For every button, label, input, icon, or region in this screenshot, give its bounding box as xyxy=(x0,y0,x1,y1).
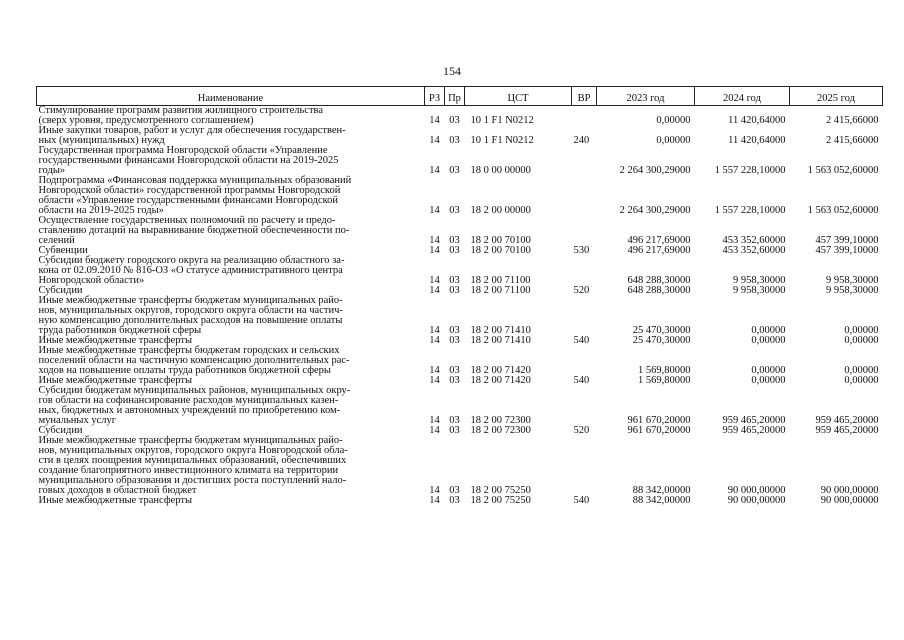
row-amount-2025: 959 465,20000 xyxy=(815,425,879,436)
header-name: Наименование xyxy=(37,87,425,106)
row-amount-2025: 2 415,66000 xyxy=(826,135,879,146)
row-amount-2025: 9 958,30000 xyxy=(826,285,879,296)
row-amount-2024: 959 465,20000 xyxy=(722,425,786,436)
row-amount-2024: 0,00000 xyxy=(751,325,786,336)
row-amount-2023: 25 470,30000 xyxy=(632,335,691,346)
row-amount-2023: 961 670,20000 xyxy=(627,425,691,436)
header-2023: 2023 год xyxy=(597,87,695,106)
row-amount-2024: 453 352,60000 xyxy=(722,245,786,256)
row-cst: 18 2 00 75250 xyxy=(470,485,531,496)
row-vr: 240 xyxy=(573,135,590,146)
row-vr xyxy=(572,386,597,426)
row-cst: 18 2 00 00000 xyxy=(470,205,531,216)
row-amount-2025: 959 465,20000 xyxy=(815,415,879,426)
row-name: Иные межбюджетные трансферты xyxy=(38,375,193,386)
row-vr xyxy=(572,256,597,286)
row-pr: 03 xyxy=(449,235,460,246)
row-amount-2023: 1 569,80000 xyxy=(638,375,691,386)
header-rz: РЗ xyxy=(425,87,445,106)
row-amount-2024: 11 420,64000 xyxy=(728,115,786,126)
row-amount-2025: 2 415,66000 xyxy=(826,115,879,126)
row-rz: 14 xyxy=(429,365,440,376)
row-cst: 18 2 00 72300 xyxy=(470,425,531,436)
row-cst: 18 2 00 71100 xyxy=(470,275,531,286)
row-amount-2023: 88 342,00000 xyxy=(632,485,691,496)
row-amount-2023: 0,00000 xyxy=(656,115,691,126)
row-name: Стимулирование программ развития жилищного строительства (сверх уровня, предусмотренного соглашением) xyxy=(38,105,324,126)
budget-table xyxy=(36,86,883,506)
row-rz: 14 xyxy=(429,245,440,256)
header-pr: Пр xyxy=(445,87,465,106)
row-cst: 18 2 00 71410 xyxy=(470,335,531,346)
row-amount-2023: 648 288,30000 xyxy=(627,285,691,296)
row-amount-2025: 457 399,10000 xyxy=(815,245,879,256)
row-pr: 03 xyxy=(449,115,460,126)
row-amount-2024: 453 352,60000 xyxy=(722,235,786,246)
row-pr: 03 xyxy=(449,425,460,436)
page-number: 154 xyxy=(443,64,461,78)
row-pr: 03 xyxy=(449,135,460,146)
row-pr: 03 xyxy=(449,285,460,296)
row-vr: 520 xyxy=(573,425,590,436)
row-amount-2024: 0,00000 xyxy=(751,335,786,346)
row-pr: 03 xyxy=(449,205,460,216)
row-vr: 540 xyxy=(573,335,590,346)
row-rz: 14 xyxy=(429,325,440,336)
row-amount-2024: 1 557 228,10000 xyxy=(714,205,786,216)
row-rz: 14 xyxy=(429,495,440,506)
row-pr: 03 xyxy=(449,415,460,426)
row-name: Субсидии xyxy=(38,425,83,436)
header-2024: 2024 год xyxy=(695,87,790,106)
row-cst: 18 2 00 72300 xyxy=(470,415,531,426)
row-amount-2025: 0,00000 xyxy=(844,365,879,376)
row-pr: 03 xyxy=(449,365,460,376)
header-vr: ВР xyxy=(572,87,597,106)
row-name: Субвенции xyxy=(38,245,88,256)
row-rz: 14 xyxy=(429,425,440,436)
row-rz: 14 xyxy=(429,285,440,296)
row-pr: 03 xyxy=(449,245,460,256)
row-vr xyxy=(572,346,597,376)
row-vr xyxy=(572,146,597,176)
table-body xyxy=(37,106,883,507)
row-amount-2025: 90 000,00000 xyxy=(820,495,879,506)
row-name: Субсидии бюджетам муниципальных районов, муниципальных окру- гов области на софинансирование расходов муниципальных казен- ных, бюджетных и автономных учреждений по приобретению ком- мунальных услуг xyxy=(38,385,351,426)
row-name: Субсидии xyxy=(38,285,83,296)
row-amount-2023: 25 470,30000 xyxy=(632,325,691,336)
row-amount-2023: 496 217,69000 xyxy=(627,245,691,256)
row-rz: 14 xyxy=(429,165,440,176)
table-row xyxy=(37,436,883,496)
row-rz: 14 xyxy=(429,415,440,426)
header-cst: ЦСТ xyxy=(465,87,572,106)
row-vr xyxy=(572,296,597,336)
row-vr xyxy=(572,106,597,127)
row-vr: 520 xyxy=(573,285,590,296)
row-amount-2025: 1 563 052,60000 xyxy=(807,205,879,216)
row-cst: 18 2 00 70100 xyxy=(470,235,531,246)
row-cst: 18 2 00 71420 xyxy=(470,365,531,376)
row-amount-2025: 1 563 052,60000 xyxy=(807,165,879,176)
row-cst: 18 2 00 71420 xyxy=(470,375,531,386)
table-row xyxy=(37,346,883,376)
row-name: Иные межбюджетные трансферты бюджетам городских и сельских поселений области на частичную компенсацию дополнительных рас- ходов на повышение оплаты труда работников бюджетной сферы xyxy=(38,345,350,376)
row-rz: 14 xyxy=(429,115,440,126)
row-name: Иные межбюджетные трансферты xyxy=(38,495,193,506)
row-cst: 10 1 F1 N0212 xyxy=(470,135,534,146)
row-amount-2024: 90 000,00000 xyxy=(727,495,786,506)
row-amount-2024: 959 465,20000 xyxy=(722,415,786,426)
row-rz: 14 xyxy=(429,235,440,246)
row-rz: 14 xyxy=(429,485,440,496)
row-rz: 14 xyxy=(429,205,440,216)
row-amount-2025: 0,00000 xyxy=(844,335,879,346)
row-amount-2023: 961 670,20000 xyxy=(627,415,691,426)
row-rz: 14 xyxy=(429,275,440,286)
row-pr: 03 xyxy=(449,375,460,386)
row-amount-2025: 0,00000 xyxy=(844,325,879,336)
row-rz: 14 xyxy=(429,335,440,346)
row-name: Иные межбюджетные трансферты xyxy=(38,335,193,346)
row-amount-2024: 0,00000 xyxy=(751,375,786,386)
row-vr: 540 xyxy=(573,375,590,386)
row-amount-2024: 90 000,00000 xyxy=(727,485,786,496)
row-amount-2024: 9 958,30000 xyxy=(733,285,786,296)
row-pr: 03 xyxy=(449,485,460,496)
row-vr: 540 xyxy=(573,495,590,506)
table-row xyxy=(37,146,883,176)
row-cst: 18 2 00 75250 xyxy=(470,495,531,506)
row-amount-2025: 457 399,10000 xyxy=(815,235,879,246)
row-amount-2023: 0,00000 xyxy=(656,135,691,146)
row-amount-2023: 648 288,30000 xyxy=(627,275,691,286)
row-cst: 18 0 00 00000 xyxy=(470,165,531,176)
row-cst: 18 2 00 71100 xyxy=(470,285,531,296)
row-name: Подпрограмма «Финансовая поддержка муниципальных образований Новгородской области» государственной программы Новгородской области «Управление государственными финансами Новгородской области на 2019-2025 годы» xyxy=(38,175,352,216)
row-amount-2023: 1 569,80000 xyxy=(638,365,691,376)
row-amount-2024: 0,00000 xyxy=(751,365,786,376)
row-amount-2025: 9 958,30000 xyxy=(826,275,879,286)
row-vr xyxy=(572,216,597,246)
row-amount-2023: 2 264 300,29000 xyxy=(619,205,691,216)
table-row xyxy=(37,296,883,336)
row-name: Иные закупки товаров, работ и услуг для обеспечения государствен- ных (муниципальных) нужд xyxy=(38,125,346,146)
table-row xyxy=(37,106,883,127)
row-name: Иные межбюджетные трансферты бюджетам муниципальных райо- нов, муниципальных округов, городского округа Новгородской обла- сти в целях поощрения муниципальных образований, обеспечивших создание благоприятного инвестиционного климата на территории муниципального образования и достигших роста поступлений нало- говых доходов в областной бюджет xyxy=(38,435,348,496)
row-name: Иные межбюджетные трансферты бюджетам муниципальных райо- нов, муниципальных округов, городского округа области на частич- ную компенсацию дополнительных расходов на повышение оплаты труда работников бюджетной сферы xyxy=(38,295,343,336)
table-row xyxy=(37,216,883,246)
row-amount-2024: 1 557 228,10000 xyxy=(714,165,786,176)
row-name: Государственная программа Новгородской области «Управление государственными финансами Новгородской области на 2019-2025 годы» xyxy=(38,145,339,176)
row-pr: 03 xyxy=(449,165,460,176)
row-pr: 03 xyxy=(449,335,460,346)
row-name: Субсидии бюджету городского округа на реализацию областного за- кона от 02.09.2010 № 816-ОЗ «О статусе административного центра Новгородской области» xyxy=(38,255,345,286)
row-rz: 14 xyxy=(429,135,440,146)
row-amount-2023: 88 342,00000 xyxy=(632,495,691,506)
row-vr: 530 xyxy=(573,245,590,256)
row-amount-2025: 90 000,00000 xyxy=(820,485,879,496)
row-amount-2023: 496 217,69000 xyxy=(627,235,691,246)
row-name: Осуществление государственных полномочий по расчету и предо- ставлению дотаций на выравнивание бюджетной обеспеченности по- селений xyxy=(38,215,350,246)
table-row xyxy=(37,126,883,146)
table-header-row xyxy=(37,87,883,106)
table-row xyxy=(37,176,883,216)
row-pr: 03 xyxy=(449,275,460,286)
row-pr: 03 xyxy=(449,495,460,506)
table-row xyxy=(37,496,883,506)
row-cst: 10 1 F1 N0212 xyxy=(470,115,534,126)
header-2025: 2025 год xyxy=(790,87,883,106)
row-cst: 18 2 00 70100 xyxy=(470,245,531,256)
row-amount-2025: 0,00000 xyxy=(844,375,879,386)
table-row xyxy=(37,386,883,426)
row-rz: 14 xyxy=(429,375,440,386)
row-cst: 18 2 00 71410 xyxy=(470,325,531,336)
row-amount-2024: 9 958,30000 xyxy=(733,275,786,286)
row-vr xyxy=(572,176,597,216)
table-row xyxy=(37,256,883,286)
row-amount-2024: 11 420,64000 xyxy=(728,135,786,146)
row-amount-2023: 2 264 300,29000 xyxy=(619,165,691,176)
row-pr: 03 xyxy=(449,325,460,336)
row-vr xyxy=(572,436,597,496)
